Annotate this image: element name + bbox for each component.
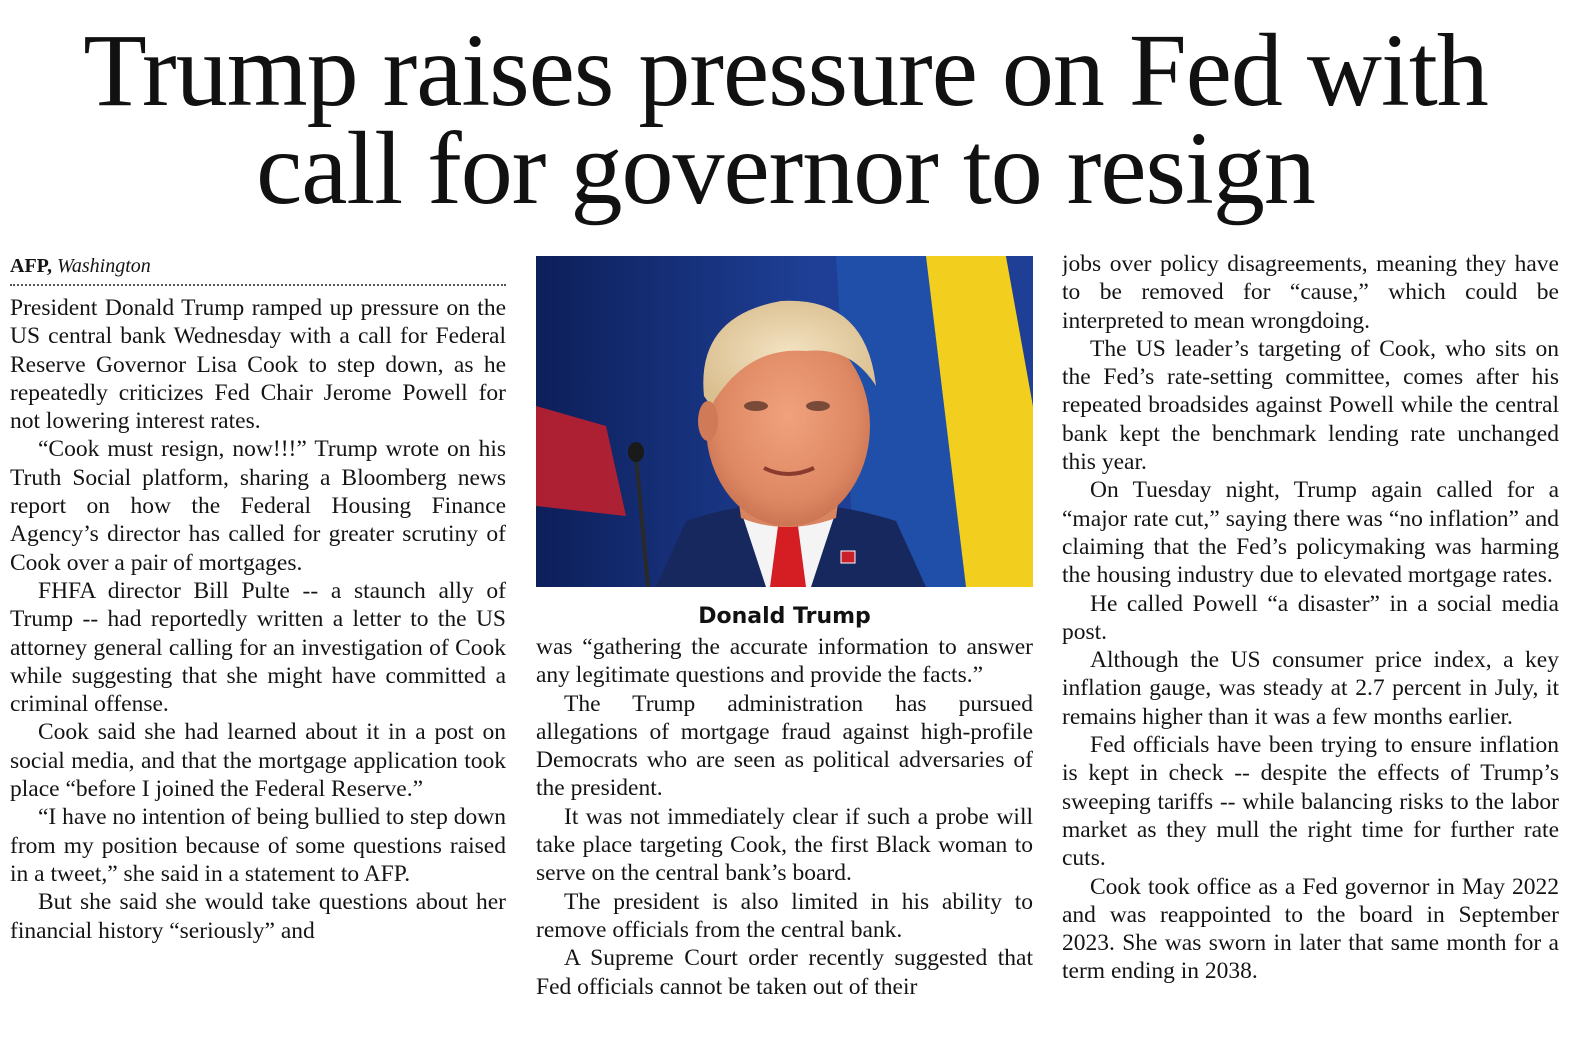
- paragraph: jobs over policy disagreements, meaning they have to be removed for “cause,” which could be interpreted to mean wrongdoing.: [1062, 251, 1559, 334]
- article-column-middle: [536, 250, 1033, 1050]
- paragraph: But she said she would take questions about her financial history “seriously” and: [10, 889, 506, 944]
- paragraph: President Donald Trump ramped up pressure on the US central bank Wednesday with a call for Federal Reserve Governor Lisa Cook to step down, as he repeatedly criticizes Fed Chair Jerome Powell for not lowering interest rates.: [10, 295, 506, 435]
- paragraph: The US leader’s targeting of Cook, who sits on the Fed’s rate-setting committee, comes after his repeated broadsides against Powell while the central bank kept the benchmark lending rate unchanged this year.: [1062, 335, 1559, 476]
- paragraph: On Tuesday night, Trump again called for a “major rate cut,” saying there was “no inflation” and claiming that the Fed’s policymaking was harming the housing industry due to elevated mortgage rates.: [1062, 477, 1559, 589]
- byline-place: Washington: [57, 255, 151, 277]
- article-column-left: [10, 250, 506, 1050]
- paragraph: A Supreme Court order recently suggested that Fed officials cannot be taken out of their: [536, 945, 1033, 1000]
- paragraph: Cook took office as a Fed governor in May 2022 and was reappointed to the board in September 2023. She was sworn in later that same month for a term ending in 2038.: [1062, 873, 1559, 985]
- paragraph: The president is also limited in his ability to remove officials from the central bank.: [536, 888, 1033, 943]
- paragraph: Although the US consumer price index, a key inflation gauge, was steady at 2.7 percent in July, it remains higher than it was a few months earlier.: [1062, 647, 1559, 730]
- byline: [10, 252, 506, 286]
- paragraph: He called Powell “a disaster” in a social media post.: [1062, 590, 1559, 645]
- paragraph: Fed officials have been trying to ensure inflation is kept in check -- despite the effects of Trump’s sweeping tariffs -- while balancing risks to the labor market as they mull the right time for further rate cuts.: [1062, 732, 1559, 872]
- paragraph: The Trump administration has pursued allegations of mortgage fraud against high-profile Democrats who are seen as political adversaries of the president.: [536, 690, 1033, 802]
- article-column-right: [1062, 250, 1559, 1050]
- photo-caption: Donald Trump: [698, 604, 871, 629]
- paragraph: Cook said she had learned about it in a post on social media, and that the mortgage application took place “before I joined the Federal Reserve.”: [10, 719, 506, 803]
- paragraph: It was not immediately clear if such a probe will take place targeting Cook, the first Black woman to serve on the central bank’s board.: [536, 803, 1033, 887]
- headline: [0, 13, 1571, 226]
- paragraph: FHFA director Bill Pulte -- a staunch ally of Trump -- had reportedly written a letter to the US attorney general calling for an investigation of Cook while suggesting that she might have committed a criminal offense.: [10, 577, 506, 718]
- portrait-illustration: [536, 256, 1033, 587]
- byline-agency: AFP,: [10, 255, 53, 277]
- headline-line-1: Trump raises pressure on Fed with: [83, 13, 1488, 128]
- paragraph: “Cook must resign, now!!!” Trump wrote on his Truth Social platform, sharing a Bloomberg news report on how the Federal Housing Finance Agency’s director has called for greater scrutiny of Cook over a pair of mortgages.: [10, 436, 506, 576]
- paragraph: was “gathering the accurate information to answer any legitimate questions and provide the facts.”: [536, 634, 1033, 689]
- headline-line-2: call for governor to resign: [256, 111, 1315, 226]
- paragraph: “I have no intention of being bullied to step down from my position because of some questions raised in a tweet,” she said in a statement to AFP.: [10, 804, 506, 887]
- news-photo: [536, 256, 1033, 587]
